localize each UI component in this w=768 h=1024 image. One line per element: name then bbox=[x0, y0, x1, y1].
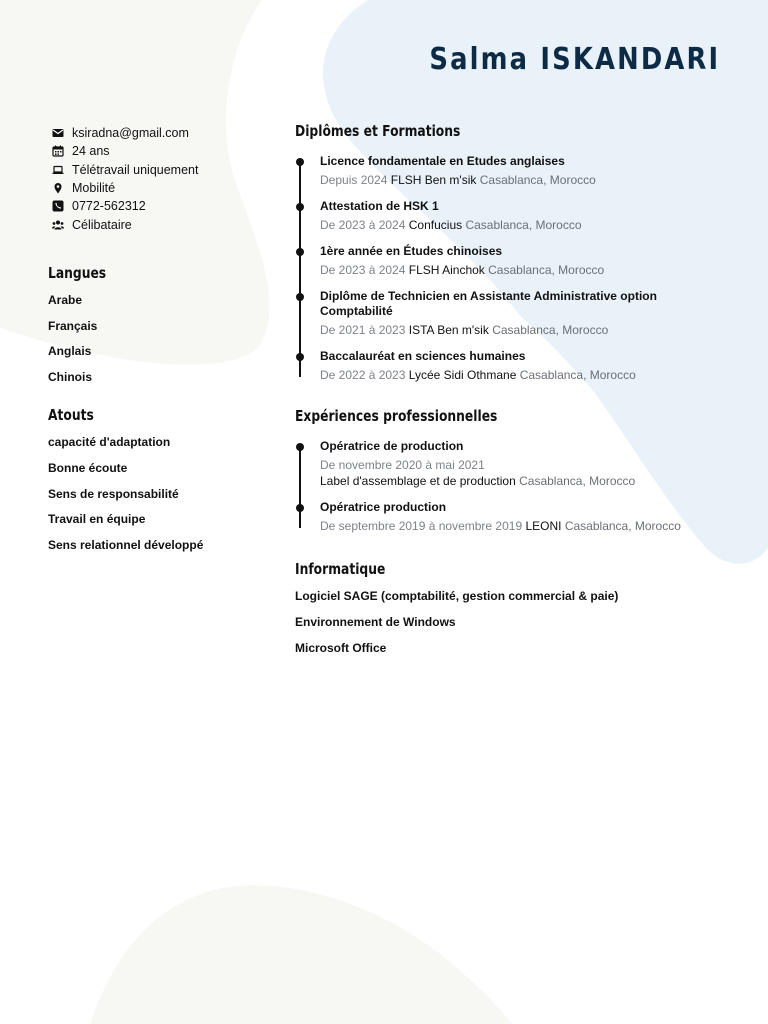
left-column bbox=[48, 124, 268, 563]
list-item: Logiciel SAGE (comptabilité, gestion commercial & paie) bbox=[295, 589, 619, 603]
timeline-entry bbox=[295, 349, 725, 383]
list-item: Microsoft Office bbox=[295, 640, 387, 655]
list-item: Environnement de Windows bbox=[295, 614, 456, 629]
list-item: Arabe bbox=[48, 292, 83, 307]
entry-date: De 2023 à 2024 bbox=[320, 218, 406, 232]
contact-mobility bbox=[48, 179, 268, 197]
diplomes-timeline bbox=[295, 154, 725, 383]
entry-location: Casablanca, Morocco bbox=[564, 519, 681, 533]
entry-institution: LEONI bbox=[525, 519, 562, 533]
contact-phone[interactable] bbox=[48, 197, 268, 215]
list-item: Travail en équipe bbox=[48, 512, 146, 527]
entry-location: Casablanca, Morocco bbox=[519, 368, 636, 382]
langues-list bbox=[48, 292, 268, 395]
candidate-name: Salma ISKANDARI bbox=[429, 42, 720, 77]
list-item: Anglais bbox=[48, 344, 92, 359]
list-item: Français bbox=[48, 318, 98, 333]
contact-work-mode bbox=[48, 161, 268, 179]
timeline-entry bbox=[295, 500, 725, 534]
entry-meta bbox=[320, 172, 725, 188]
entry-meta bbox=[320, 457, 725, 489]
entry-title: Baccalauréat en sciences humaines bbox=[320, 349, 526, 363]
timeline-dot-icon bbox=[296, 293, 304, 301]
experiences-timeline bbox=[295, 439, 725, 534]
contact-marital-status bbox=[48, 215, 268, 233]
right-column bbox=[295, 122, 725, 665]
entry-institution: Confucius bbox=[408, 218, 463, 232]
entry-location: Casablanca, Morocco bbox=[465, 218, 582, 232]
timeline-dot-icon bbox=[296, 443, 304, 451]
timeline-dot-icon bbox=[296, 504, 304, 512]
informatique-list bbox=[295, 588, 725, 665]
informatique-title: Informatique bbox=[295, 560, 386, 578]
timeline-dot-icon bbox=[296, 158, 304, 166]
entry-location: Casablanca, Morocco bbox=[519, 474, 636, 488]
timeline-dot-icon bbox=[296, 203, 304, 211]
list-item: capacité d'adaptation bbox=[48, 434, 171, 449]
entry-title: Attestation de HSK 1 bbox=[320, 199, 439, 213]
entry-date: Depuis 2024 bbox=[320, 173, 388, 187]
entry-meta bbox=[320, 367, 725, 383]
contact-age-text: 24 ans bbox=[72, 144, 110, 159]
entry-title: 1ère année en Études chinoises bbox=[320, 244, 503, 258]
timeline-entry bbox=[295, 199, 725, 233]
entry-meta bbox=[320, 518, 725, 534]
langues-title: Langues bbox=[48, 263, 107, 282]
entry-location: Casablanca, Morocco bbox=[488, 263, 605, 277]
experiences-title: Expériences professionnelles bbox=[295, 407, 498, 425]
list-item: Sens de responsabilité bbox=[48, 486, 179, 501]
entry-meta bbox=[320, 217, 725, 233]
entry-meta bbox=[320, 262, 725, 278]
timeline-entry bbox=[295, 439, 725, 489]
contact-email[interactable] bbox=[48, 124, 268, 142]
entry-institution: FLSH Ben m'sik bbox=[390, 173, 477, 187]
entry-title: Opératrice production bbox=[320, 500, 447, 514]
entry-date: De novembre 2020 à mai 2021 bbox=[320, 458, 485, 472]
users-icon bbox=[52, 219, 64, 231]
atouts-list bbox=[48, 434, 268, 563]
entry-date: De 2021 à 2023 bbox=[320, 323, 406, 337]
laptop-icon bbox=[52, 164, 64, 176]
entry-institution: Lycée Sidi Othmane bbox=[408, 368, 517, 382]
contact-phone-text: 0772-562312 bbox=[72, 199, 146, 214]
entry-date: De 2022 à 2023 bbox=[320, 368, 406, 382]
atouts-title: Atouts bbox=[48, 405, 94, 424]
timeline-dot-icon bbox=[296, 248, 304, 256]
contact-age bbox=[48, 142, 268, 160]
list-item: Chinois bbox=[48, 370, 92, 385]
phone-icon bbox=[52, 200, 64, 212]
contact-work-mode-text: Télétravail uniquement bbox=[72, 162, 199, 177]
entry-location: Casablanca, Morocco bbox=[479, 173, 596, 187]
contact-email-text: ksiradna@gmail.com bbox=[72, 126, 189, 141]
list-item: Sens relationnel développé bbox=[48, 538, 204, 553]
entry-meta bbox=[320, 322, 725, 338]
entry-institution: ISTA Ben m'sik bbox=[408, 323, 489, 337]
timeline-dot-icon bbox=[296, 353, 304, 361]
location-pin-icon bbox=[52, 182, 64, 194]
calendar-icon bbox=[52, 145, 64, 157]
entry-date: De septembre 2019 à novembre 2019 bbox=[320, 519, 523, 533]
entry-location: Casablanca, Morocco bbox=[492, 323, 609, 337]
entry-institution: FLSH Ainchok bbox=[408, 263, 485, 277]
contact-list bbox=[48, 124, 268, 234]
list-item: Bonne écoute bbox=[48, 460, 128, 475]
envelope-icon bbox=[52, 127, 64, 139]
contact-marital-status-text: Célibataire bbox=[72, 217, 132, 232]
timeline-entry bbox=[295, 244, 725, 278]
entry-title: Licence fondamentale en Etudes anglaises bbox=[320, 154, 565, 168]
contact-mobility-text: Mobilité bbox=[72, 181, 116, 196]
timeline-entry bbox=[295, 289, 725, 338]
entry-title: Opératrice de production bbox=[320, 439, 464, 453]
timeline-entry bbox=[295, 154, 725, 188]
diplomes-title: Diplômes et Formations bbox=[295, 122, 461, 140]
entry-institution: Label d'assemblage et de production bbox=[320, 474, 516, 488]
entry-title: Diplôme de Technicien en Assistante Administrative option Comptabilité bbox=[320, 289, 657, 318]
entry-date: De 2023 à 2024 bbox=[320, 263, 406, 277]
